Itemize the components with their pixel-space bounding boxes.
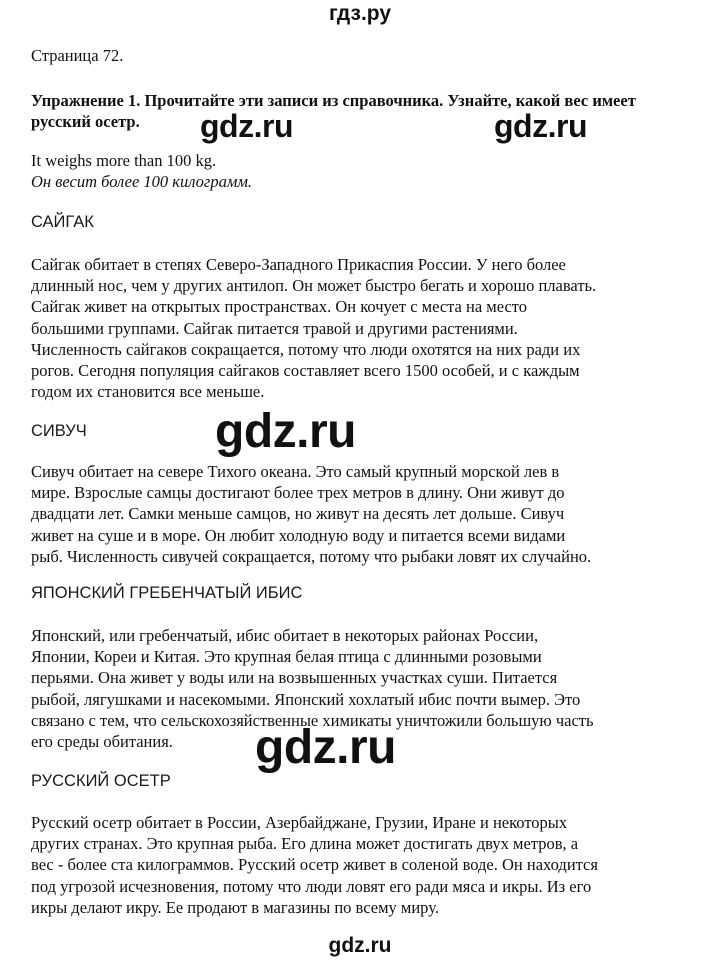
text-line: рыб. Численность сивучей сокращается, потому что рыбаки ловят их случайно.	[31, 546, 592, 566]
text-line: живет на суше и в море. Он любит холодную воду и питается всеми видами	[31, 525, 566, 545]
text-line: рыбой, лягушками и насекомыми. Японский хохлатый ибис почти вымер. Это	[31, 689, 581, 709]
exercise-task: Упражнение 1. Прочитайте эти записи из справочника. Узнайте, какой вес имеет русский осетр.	[31, 91, 636, 131]
text-line: икры делают икру. Ее продают в магазины по всему миру.	[31, 897, 439, 917]
answer-english: It weighs more than 100 kg.	[31, 151, 217, 170]
text-line: под угрозой исчезновения, потому что люди ловят его ради мяса и икры. Из его	[31, 876, 592, 896]
text-line: Японии, Кореи и Китая. Это крупная белая птица с длинными розовыми	[31, 647, 542, 667]
section-text-sturgeon	[31, 812, 701, 918]
header-watermark: гдз.ру	[328, 2, 392, 25]
text-line: двадцати лет. Самки меньше самцов, но живут на десять лет дольше. Сивуч	[31, 504, 565, 524]
text-line: мире. Взрослые самцы достигают более трех метров в длину. Они живут до	[31, 483, 565, 503]
text-line: рогов. Сегодня популяция сайгаков составляет всего 1500 особей, и с каждым	[31, 361, 580, 381]
text-line: Сайгак обитает в степях Северо-Западного Прикаспия России. У него более	[31, 255, 566, 274]
text-line: его среды обитания.	[31, 732, 173, 752]
text-line: Японский, или гребенчатый, ибис обитает в некоторых районах России,	[31, 626, 539, 645]
footer-watermark: gdz.ru	[328, 934, 392, 957]
text-line: вес - более ста килограммов. Русский осетр живет в соленой воде. Он находится	[31, 855, 598, 875]
text-line: связано с тем, что сельскохозяйственные химикаты уничтожили большую часть	[31, 710, 594, 730]
text-line: Русский осетр обитает в России, Азербайджане, Грузии, Иране и некоторых	[31, 813, 568, 832]
section-text-saiga	[31, 254, 701, 402]
watermark-inline-2: gdz.ru	[494, 108, 587, 144]
watermark-large-2: gdz.ru	[255, 721, 396, 774]
text-line: большими группами. Сайгак питается травой и другими растениями.	[31, 318, 518, 338]
text-line: годом их становится все меньше.	[31, 382, 265, 402]
text-line: Сивуч обитает на севере Тихого океана. Это самый крупный морской лев в	[31, 462, 560, 481]
text-line: Сайгак живет на открытых пространствах. Он кочует с места на место	[31, 297, 528, 317]
section-title-ibis: ЯПОНСКИЙ ГРЕБЕНЧАТЫЙ ИБИС	[31, 584, 303, 602]
section-text-sea-lion	[31, 461, 701, 567]
text-line: перьями. Она живет у воды или на возвышенных участках суши. Питается	[31, 668, 558, 688]
section-title-sea-lion: СИВУЧ	[31, 422, 87, 440]
text-line: других странах. Это крупная рыба. Его длина может достигать двух метров, а	[31, 834, 579, 854]
watermark-inline-1: gdz.ru	[200, 108, 293, 144]
section-title-sturgeon: РУССКИЙ ОСЕТР	[31, 772, 171, 790]
text-line: длинный нос, чем у других антилоп. Он может быстро бегать и хорошо плавать.	[31, 276, 597, 296]
watermark-large-1: gdz.ru	[215, 405, 356, 458]
answer-russian: Он весит более 100 килограмм.	[31, 172, 253, 191]
text-line: Численность сайгаков сокращается, потому что люди охотятся на них ради их	[31, 339, 581, 359]
page-number: Страница 72.	[31, 46, 124, 65]
section-title-saiga: САЙГАК	[31, 213, 94, 231]
